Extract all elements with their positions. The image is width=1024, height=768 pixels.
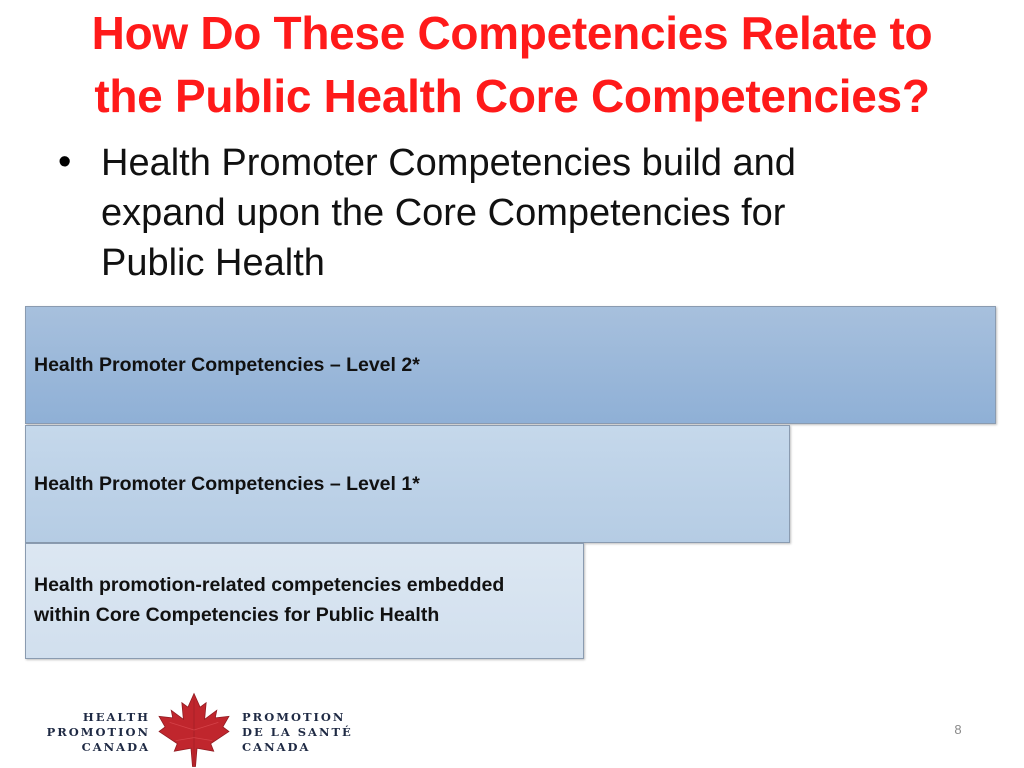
bullet-text-line-1: Health Promoter Competencies build and bbox=[101, 142, 796, 184]
logo-english-line-3: CANADA bbox=[81, 740, 150, 754]
page-number: 8 bbox=[954, 722, 962, 737]
health-promotion-canada-logo bbox=[38, 692, 358, 768]
logo-english-line-2: PROMOTION bbox=[46, 725, 150, 739]
slide-title-line-1: How Do These Competencies Relate to bbox=[91, 7, 933, 59]
bullet-icon: • bbox=[58, 141, 72, 183]
logo-french-line-2: DE LA SANTÉ bbox=[242, 725, 353, 739]
level-1-label: Health Promoter Competencies – Level 1* bbox=[34, 473, 420, 495]
logo-french-text bbox=[242, 710, 353, 755]
slide-title bbox=[0, 2, 1024, 128]
bullet-text-line-3: Public Health bbox=[101, 242, 325, 284]
bullet-text bbox=[101, 138, 796, 288]
logo-french-line-1: PROMOTION bbox=[242, 710, 346, 724]
level-2-box bbox=[25, 306, 996, 424]
core-competencies-line-2: within Core Competencies for Public Health bbox=[34, 604, 440, 626]
core-competencies-line-1: Health promotion-related competencies embedded bbox=[34, 574, 505, 596]
slide-title-line-2: the Public Health Core Competencies? bbox=[94, 70, 930, 122]
logo-french-line-3: CANADA bbox=[242, 740, 311, 754]
logo-english-line-1: HEALTH bbox=[82, 710, 150, 724]
bullet-text-line-2: expand upon the Core Competencies for bbox=[101, 192, 786, 234]
level-2-label: Health Promoter Competencies – Level 2* bbox=[34, 354, 420, 376]
core-competencies-label bbox=[34, 570, 504, 630]
maple-leaf-icon bbox=[156, 692, 232, 768]
logo-english-text bbox=[47, 710, 150, 755]
core-competencies-box bbox=[25, 543, 584, 659]
level-1-box bbox=[25, 425, 790, 543]
